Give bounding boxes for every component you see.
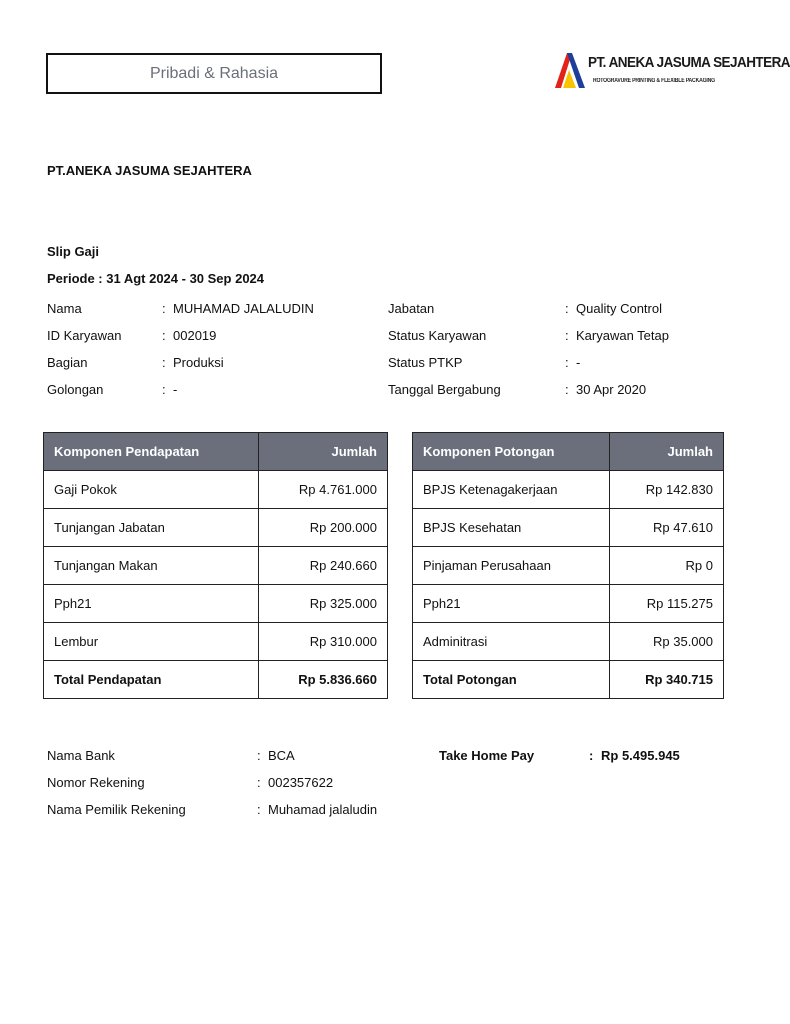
deduction-component: Pinjaman Perusahaan (413, 547, 610, 585)
info-colon: : (565, 328, 569, 343)
info-label: Bagian (47, 355, 88, 370)
deduction-amount: Rp 115.275 (610, 585, 724, 623)
info-colon: : (162, 301, 166, 316)
deduction-component: Pph21 (413, 585, 610, 623)
income-component: Pph21 (44, 585, 259, 623)
info-colon: : (565, 355, 569, 370)
slip-title: Slip Gaji (47, 244, 100, 259)
info-value: MUHAMAD JALALUDIN (173, 301, 314, 316)
logo-company-name: PT. ANEKA JASUMA SEJAHTERA (588, 54, 790, 71)
income-amount: Rp 240.660 (259, 547, 388, 585)
table-row (413, 509, 724, 547)
info-colon: : (565, 382, 569, 397)
income-amount: Rp 310.000 (259, 623, 388, 661)
table-row (413, 471, 724, 509)
column-header: Jumlah (610, 433, 724, 471)
income-table-header (44, 433, 388, 471)
info-value: 002019 (173, 328, 217, 343)
info-colon: : (162, 328, 166, 343)
income-component: Tunjangan Makan (44, 547, 259, 585)
income-total-amount: Rp 5.836.660 (259, 661, 388, 699)
bank-label: Nama Bank (47, 748, 115, 763)
info-colon: : (162, 355, 166, 370)
income-component: Lembur (44, 623, 259, 661)
info-colon: : (257, 775, 261, 790)
bank-value: 002357622 (268, 775, 334, 790)
bank-value: Muhamad jalaludin (268, 802, 378, 817)
deduction-amount: Rp 0 (610, 547, 724, 585)
info-label: Nama (47, 301, 82, 316)
info-colon: : (257, 802, 261, 817)
table-row (413, 623, 724, 661)
info-colon: : (257, 748, 261, 763)
info-colon: : (162, 382, 166, 397)
table-row (413, 547, 724, 585)
take-home-pay-colon: : (589, 748, 594, 763)
deduction-component: BPJS Ketenagakerjaan (413, 471, 610, 509)
column-header: Komponen Pendapatan (44, 433, 259, 471)
income-amount: Rp 200.000 (259, 509, 388, 547)
deductions-total-amount: Rp 340.715 (610, 661, 724, 699)
bank-value: BCA (268, 748, 295, 763)
info-label: Tanggal Bergabung (388, 382, 501, 397)
info-value: Karyawan Tetap (576, 328, 669, 343)
info-value: - (576, 355, 581, 370)
info-value: Quality Control (576, 301, 662, 316)
income-component: Gaji Pokok (44, 471, 259, 509)
income-amount: Rp 4.761.000 (259, 471, 388, 509)
deductions-table (412, 432, 724, 699)
info-colon: : (565, 301, 569, 316)
column-header: Komponen Potongan (413, 433, 610, 471)
income-component: Tunjangan Jabatan (44, 509, 259, 547)
deduction-amount: Rp 47.610 (610, 509, 724, 547)
info-value: - (173, 382, 178, 397)
company-name: PT.ANEKA JASUMA SEJAHTERA (47, 163, 252, 178)
info-label: Jabatan (388, 301, 435, 316)
info-value: 30 Apr 2020 (576, 382, 647, 397)
info-value: Produksi (173, 355, 224, 370)
deduction-amount: Rp 142.830 (610, 471, 724, 509)
table-row (44, 623, 388, 661)
table-row (44, 585, 388, 623)
info-label: ID Karyawan (47, 328, 122, 343)
take-home-pay-value: Rp 5.495.945 (601, 748, 680, 763)
company-logo-icon (552, 50, 588, 90)
deductions-total-label: Total Potongan (413, 661, 610, 699)
bank-label: Nama Pemilik Rekening (47, 802, 186, 817)
deduction-component: Adminitrasi (413, 623, 610, 661)
deductions-table-header (413, 433, 724, 471)
info-label: Golongan (47, 382, 104, 397)
income-table (43, 432, 388, 699)
deduction-component: BPJS Kesehatan (413, 509, 610, 547)
info-label: Status Karyawan (388, 328, 487, 343)
info-label: Status PTKP (388, 355, 463, 370)
confidential-label: Pribadi & Rahasia (46, 53, 382, 94)
company-logo (552, 50, 790, 92)
table-row (44, 547, 388, 585)
table-row (44, 471, 388, 509)
deductions-total-row (413, 661, 724, 699)
table-row (44, 509, 388, 547)
income-total-label: Total Pendapatan (44, 661, 259, 699)
column-header: Jumlah (259, 433, 388, 471)
table-row (413, 585, 724, 623)
pay-period: Periode : 31 Agt 2024 - 30 Sep 2024 (47, 271, 265, 286)
deduction-amount: Rp 35.000 (610, 623, 724, 661)
income-total-row (44, 661, 388, 699)
bank-label: Nomor Rekening (47, 775, 145, 790)
logo-tagline: ROTOGRAVURE PRINTING & FLEXIBLE PACKAGING (593, 78, 715, 84)
take-home-pay-label: Take Home Pay (439, 748, 535, 763)
income-amount: Rp 325.000 (259, 585, 388, 623)
